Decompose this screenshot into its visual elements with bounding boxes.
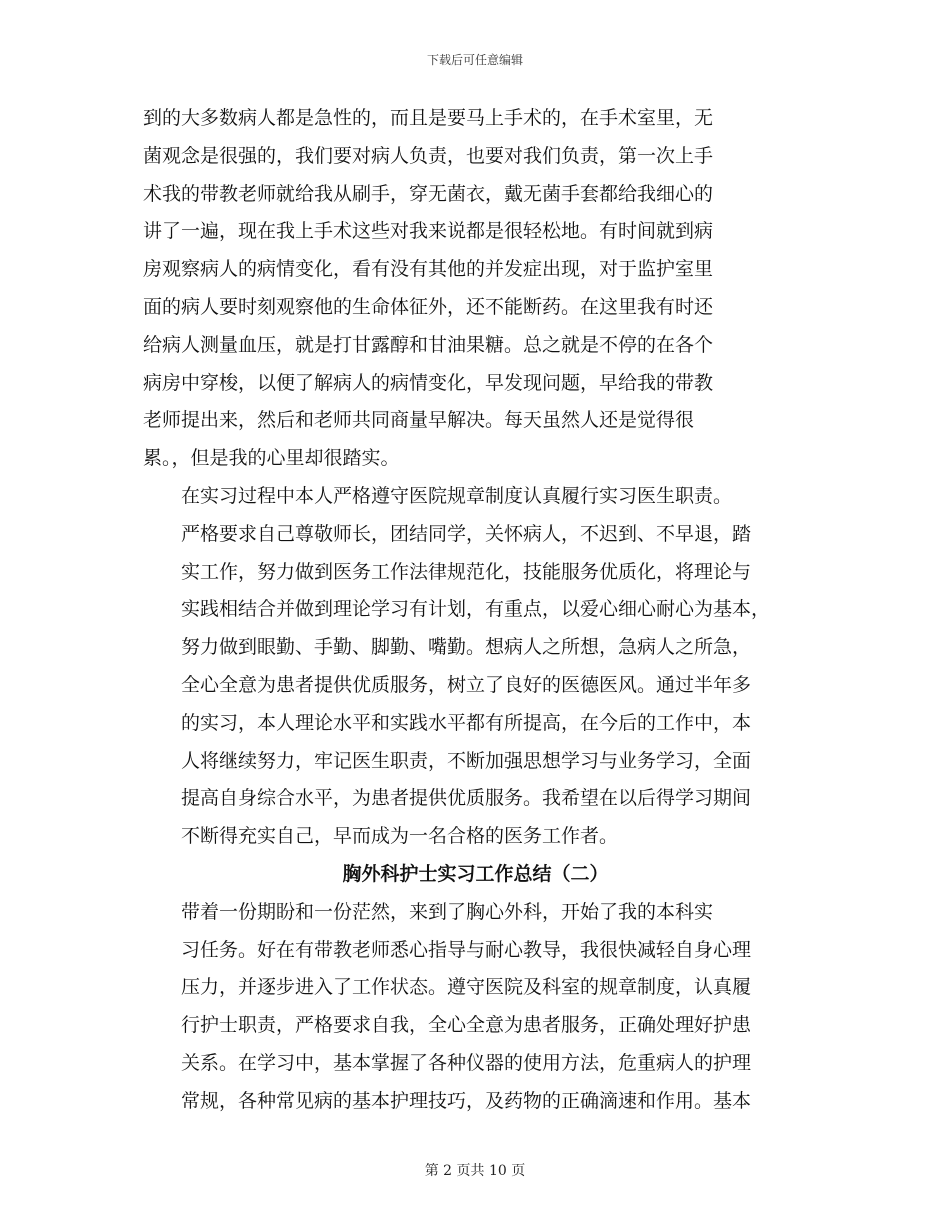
text-line: 面的病人要时刻观察他的生命体征外，还不能断药。在这里我有时还 <box>143 295 714 318</box>
text-line: 习任务。好在有带教老师悉心指导与耐心教导，我很快减轻自身心理 <box>181 938 752 961</box>
text-line: 菌观念是很强的，我们要对病人负责，也要对我们负责，第一次上手 <box>143 144 714 167</box>
page-header: 下载后可任意编辑 <box>426 53 523 67</box>
text-line: 的实习，本人理论水平和实践水平都有所提高，在今后的工作中，本 <box>181 711 752 734</box>
text-line: 提高自身综合水平，为患者提供优质服务。我希望在以后得学习期间 <box>181 787 752 810</box>
text-line: 全心全意为患者提供优质服务，树立了良好的医德医风。通过半年多 <box>181 673 752 696</box>
text-line: 到的大多数病人都是急性的，而且是要马上手术的，在手术室里，无 <box>143 107 714 129</box>
text-line: 人将继续努力，牢记医生职责，不断加强思想学习与业务学习，全面 <box>181 749 752 772</box>
text-line: 老师提出来，然后和老师共同商量早解决。每天虽然人还是觉得很 <box>143 409 695 432</box>
text-line: 努力做到眼勤、手勤、脚勤、嘴勤。想病人之所想，急病人之所急， <box>181 636 752 659</box>
text-line: 不断得充实自己，早而成为一名合格的医务工作者。 <box>181 825 619 848</box>
text-line: 带着一份期盼和一份茫然，来到了胸心外科，开始了我的本科实 <box>181 900 714 923</box>
text-line: 实工作，努力做到医务工作法律规范化，技能服务优质化，将理论与 <box>181 560 752 583</box>
text-line: 行护士职责，严格要求自我，全心全意为患者服务，正确处理好护患 <box>181 1014 752 1037</box>
text-line: 关系。在学习中，基本掌握了各种仪器的使用方法，危重病人的护理 <box>181 1051 752 1074</box>
text-line: 在实习过程中本人严格遵守医院规章制度认真履行实习医生职责。 <box>181 484 733 507</box>
text-line: 压力，并逐步进入了工作状态。遵守医院及科室的规章制度，认真履 <box>181 976 752 999</box>
text-line: 累。，但是我的心里却很踏实。 <box>143 447 400 470</box>
document-body <box>143 100 808 1121</box>
text-line: 给病人测量血压，就是打甘露醇和甘油果糖。总之就是不停的在各个 <box>143 333 714 356</box>
section-heading: 胸外科护士实习工作总结（二） <box>342 862 609 885</box>
text-line: 实践相结合并做到理论学习有计划，有重点，以爱心细心耐心为基本， <box>181 598 771 621</box>
text-line: 病房中穿梭，以便了解病人的病情变化，早发现问题，早给我的带教 <box>143 371 714 394</box>
text-line: 常规，各种常见病的基本护理技巧，及药物的正确滴速和作用。基本 <box>181 1089 752 1112</box>
paragraph-2 <box>143 478 808 856</box>
text-line: 术我的带教老师就给我从刷手，穿无菌衣，戴无菌手套都给我细心的 <box>143 182 714 205</box>
text-line: 房观察病人的病情变化，看有没有其他的并发症出现，对于监护室里 <box>143 258 714 281</box>
paragraph-3 <box>143 894 808 1121</box>
text-line: 严格要求自己尊敬师长，团结同学，关怀病人，不迟到、不早退，踏 <box>181 522 752 545</box>
text-line: 讲了一遍，现在我上手术这些对我来说都是很轻松地。有时间就到病 <box>143 220 714 243</box>
paragraph-1 <box>143 100 808 478</box>
page-footer: 第 2 页共 10 页 <box>424 1163 526 1179</box>
